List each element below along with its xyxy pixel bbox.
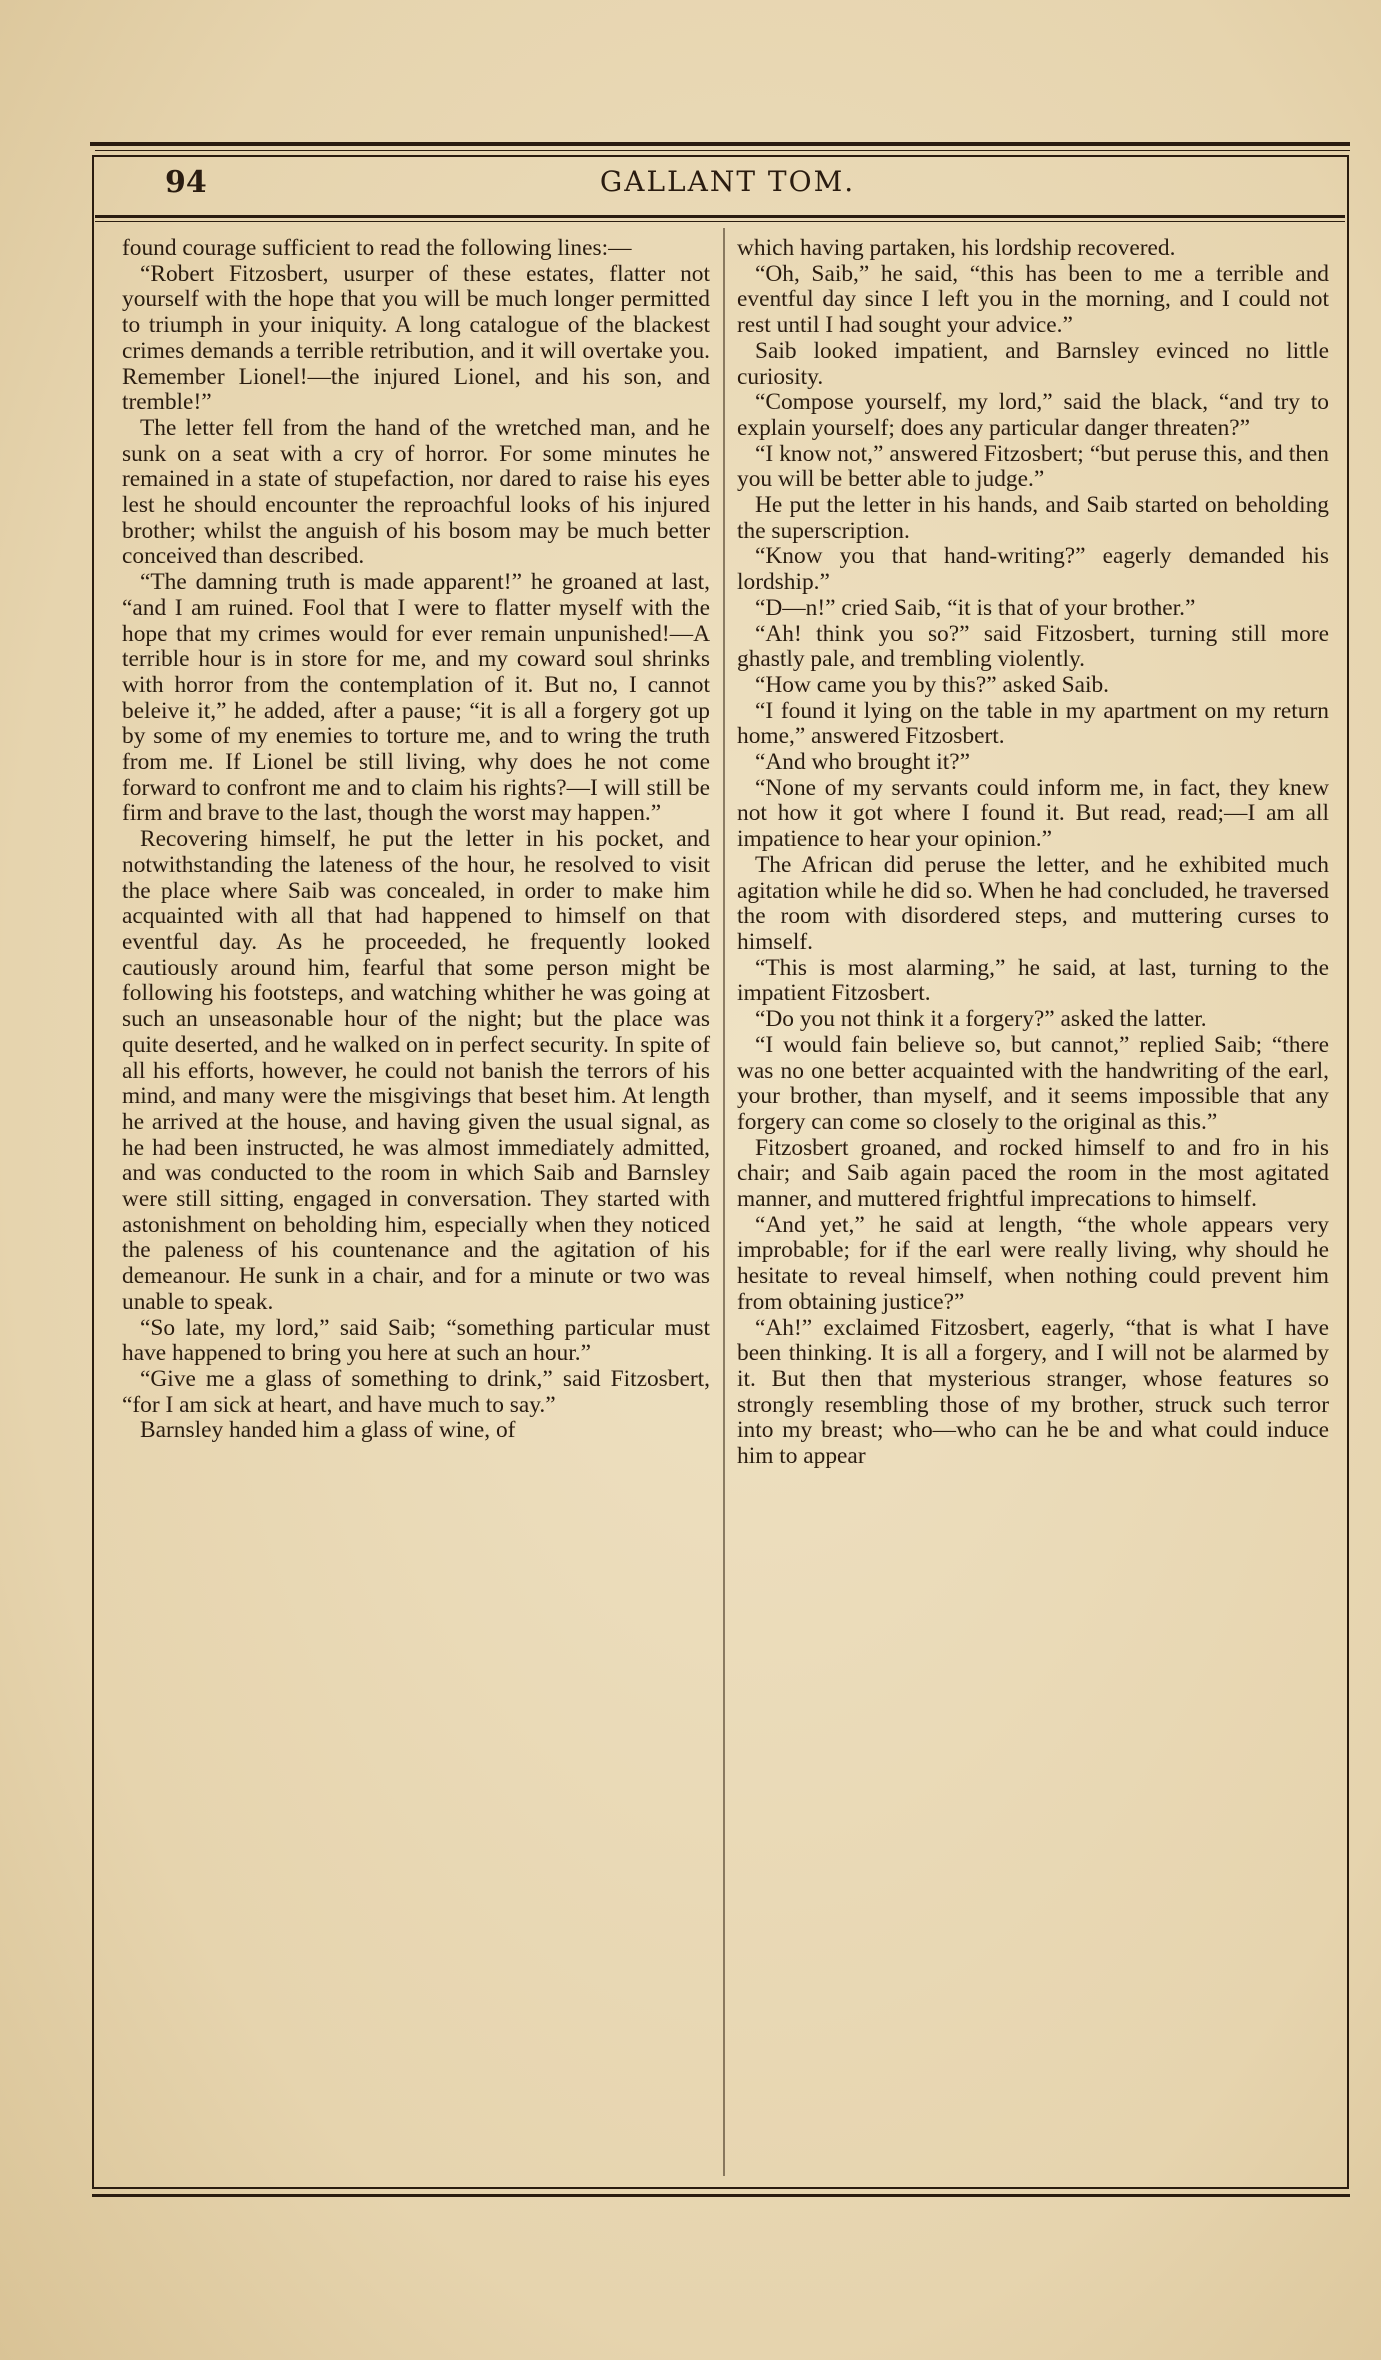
paragraph: “And who brought it?” <box>755 749 971 776</box>
top-rule-thick <box>90 142 1350 146</box>
paragraph: “I know not,” answered Fitzosbert; “but peruse this, and then you will be better able to judge.” <box>737 440 1329 493</box>
paragraph: “Give me a glass of something to drink,” said Fitzosbert, “for I am sick at heart, and have much to say.” <box>122 1365 710 1418</box>
paragraph: found courage sufficient to read the following lines:— <box>122 235 632 261</box>
paragraph: “And yet,” he said at length, “the whole appears very improbable; for if the earl were really living, why should he hesitate to reveal himself, when nothing could prevent him from obtaining justice?” <box>737 1211 1329 1315</box>
bottom-rule <box>92 2194 1350 2197</box>
paragraph: “D—n!” cried Saib, “it is that of your brother.” <box>755 594 1196 621</box>
paragraph: “Compose yourself, my lord,” said the black, “and try to explain yourself; does any particular danger threaten?” <box>737 389 1329 441</box>
paragraph: The African did peruse the letter, and he exhibited much agitation while he did so. When he had concluded, he traversed the room with disordered steps, and muttering curses to himself. <box>737 851 1329 955</box>
paragraph: The letter fell from the hand of the wretched man, and he sunk on a seat with a cry of horror. For some minutes he remained in a state of stupefaction, nor dared to raise his eyes lest he should encounter the reproachful looks of his injured brother; whilst the anguish of his bosom may be much better conceived than described. <box>122 414 710 570</box>
paragraph: He put the letter in his hands, and Saib started on beholding the superscription. <box>737 492 1329 544</box>
paragraph: “So late, my lord,” said Saib; “something particular must have happened to bring you here at such an hour.” <box>122 1314 710 1367</box>
paragraph: Fitzosbert groaned, and rocked himself to and fro in his chair; and Saib again paced the room in the most agitated manner, and muttered frightful imprecations to himself. <box>737 1134 1329 1213</box>
header-rule-thin <box>95 221 1345 222</box>
header-rule <box>95 215 1345 218</box>
paragraph: “Know you that hand-writing?” eagerly demanded his lordship.” <box>737 543 1329 596</box>
right-column <box>737 236 1329 1470</box>
paragraph: “Robert Fitzosbert, usurper of these estates, flatter not yourself with the hope that you will be much longer permitted to triumph in your iniquity. A long catalogue of the blackest crimes demands a terrible retribution, and it will overtake you. Remember Lionel!—the injured Lionel, and his son, and tremble!” <box>122 260 710 416</box>
paragraph: “Ah!” exclaimed Fitzosbert, eagerly, “that is what I have been thinking. It is all a forgery, and I will not be alarmed by it. But then that mysterious stranger, whose features so strongly resembling those of my brother, struck such terror into my breast; who—who can he be and what could induce him to appear <box>737 1314 1329 1470</box>
paragraph: “This is most alarming,” he said, at last, turning to the impatient Fitzosbert. <box>737 954 1329 1007</box>
paragraph: “How came you by this?” asked Saib. <box>755 671 1110 698</box>
paragraph: “Oh, Saib,” he said, “this has been to me a terrible and eventful day since I left you in the morning, and I could not rest until I had sought your advice.” <box>737 260 1329 339</box>
paragraph: Saib looked impatient, and Barnsley evinced no little curiosity. <box>737 337 1329 390</box>
running-title: GALLANT TOM. <box>599 165 856 198</box>
paragraph: which having partaken, his lordship recovered. <box>737 235 1176 261</box>
paragraph: “None of my servants could inform me, in fact, they knew not how it got where I found it. But read, read;—I am all impatience to hear your opinion.” <box>737 774 1329 853</box>
paragraph: “I would fain believe so, but cannot,” replied Saib; “there was no one better acquainted with the handwriting of the earl, your brother, than myself, and it seems impossible that any forgery can come so closely to the original as this.” <box>737 1031 1329 1135</box>
paragraph: “Ah! think you so?” said Fitzosbert, turning still more ghastly pale, and trembling violently. <box>737 620 1329 673</box>
column-divider <box>723 228 725 2176</box>
page-number: 94 <box>165 165 207 200</box>
paragraph: “Do you not think it a forgery?” asked the latter. <box>755 1006 1207 1033</box>
paragraph: Barnsley handed him a glass of wine, of <box>140 1417 516 1444</box>
left-column <box>122 236 710 1444</box>
paragraph: Recovering himself, he put the letter in his pocket, and notwithstanding the lateness of the hour, he resolved to visit the place where Saib was concealed, in order to make him acquainted with all that had happened to himself on that eventful day. As he proceeded, he frequently looked cautiously around him, fearful that some person might be following his footsteps, and watching whither he was going at such an unseasonable hour of the night; but the place was quite deserted, and he walked on in perfect security. In spite of all his efforts, however, he could not banish the terrors of his mind, and many were the misgivings that beset him. At length he arrived at the house, and having given the usual signal, as he had been instructed, he was almost immediately admitted, and was conducted to the room in which Saib and Barnsley were still sitting, engaged in conversation. They started with astonishment on beholding him, especially when they noticed the paleness of his countenance and the agitation of his demeanour. He sunk in a chair, and for a minute or two was unable to speak. <box>122 826 710 1315</box>
paragraph: “I found it lying on the table in my apartment on my return home,” answered Fitzosbert. <box>737 697 1329 750</box>
page-header <box>140 165 1315 205</box>
top-rule-thin <box>95 150 1350 151</box>
paragraph: “The damning truth is made apparent!” he groaned at last, “and I am ruined. Fool that I were to flatter myself with the hope that my crimes would for ever remain unpunished!—A terrible hour is in store for me, and my coward soul shrinks with horror from the contemplation of it. But no, I cannot beleive it,” he added, after a pause; “it is all a forgery got up by some of my enemies to torture me, and to wring the truth from me. If Lionel be still living, why does he not come forward to confront me and to claim his rights?—I will still be firm and brave to the last, though the worst may happen.” <box>122 569 710 827</box>
